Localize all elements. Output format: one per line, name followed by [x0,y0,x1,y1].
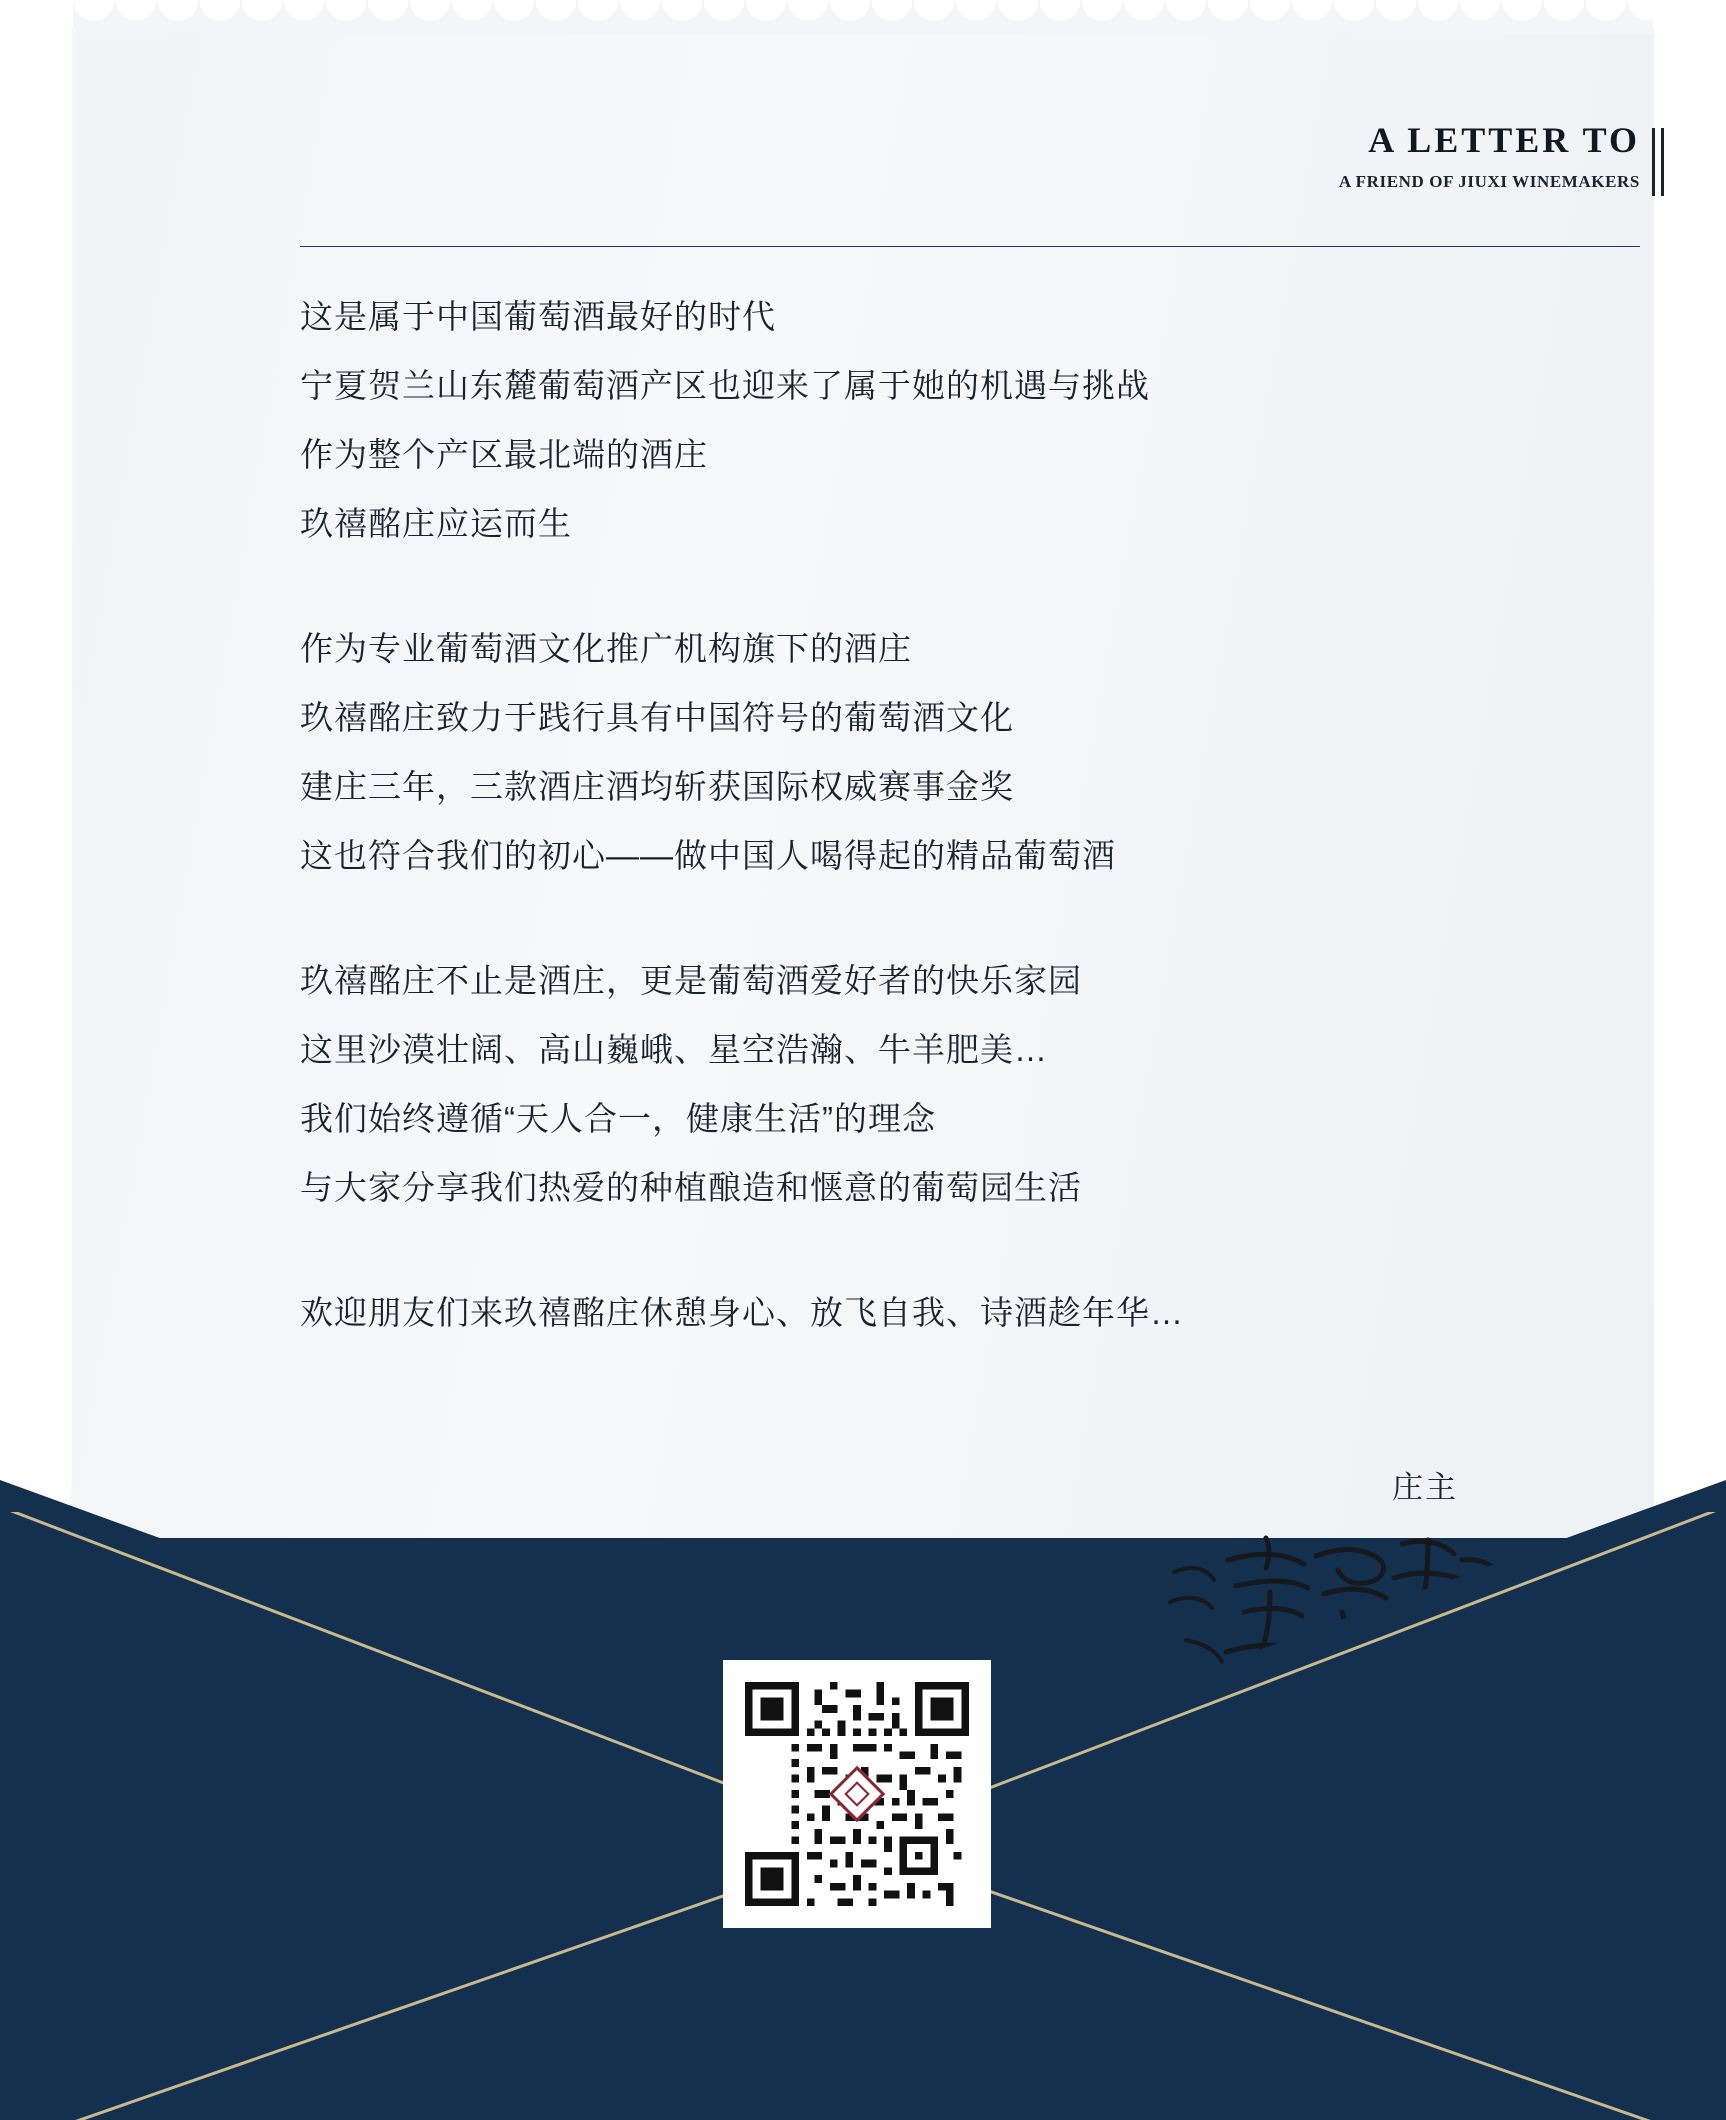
letter-line: 与大家分享我们热爱的种植酿造和惬意的葡萄园生活 [300,1169,1082,1206]
paragraph [300,282,1420,558]
letter-line: 宁夏贺兰山东麓葡萄酒产区也迎来了属于她的机遇与挑战 [300,367,1150,404]
sheet-scalloped-edge [73,0,1653,34]
letter-line: 玖禧酩庄致力于践行具有中国符号的葡萄酒文化 [300,699,1014,736]
header-divider [300,246,1640,247]
letter-body [300,282,1420,1347]
header-subtitle: A FRIEND OF JIUXI WINEMAKERS [1338,171,1640,191]
letter-line: 作为整个产区最北端的酒庄 [300,436,708,473]
signature-label: 庄主 [1392,1470,1458,1505]
paragraph [300,946,1420,1222]
qr-code[interactable] [723,1660,991,1928]
letter-line: 建庄三年，三款酒庄酒均斩获国际权威赛事金奖 [300,768,1014,805]
letter-line: 作为专业葡萄酒文化推广机构旗下的酒庄 [300,630,912,667]
double-bar-icon [1652,128,1666,196]
letter-line: 这里沙漠壮阔、高山巍峨、星空浩瀚、牛羊肥美… [300,1031,1048,1068]
letter-line: 这也符合我们的初心——做中国人喝得起的精品葡萄酒 [300,837,1116,874]
header-title: A LETTER TO [1368,120,1640,160]
letter-line: 欢迎朋友们来玖禧酩庄休憩身心、放飞自我、诗酒趁年华… [300,1294,1184,1331]
paragraph [300,614,1420,890]
paragraph [300,1278,1420,1347]
letter-header [1339,122,1640,192]
letter-line: 这是属于中国葡萄酒最好的时代 [300,298,776,335]
letter-line: 我们始终遵循“天人合一，健康生活”的理念 [300,1100,936,1137]
letter-line: 玖禧酩庄不止是酒庄，更是葡萄酒爱好者的快乐家园 [300,962,1082,999]
letter-line: 玖禧酩庄应运而生 [300,505,572,542]
